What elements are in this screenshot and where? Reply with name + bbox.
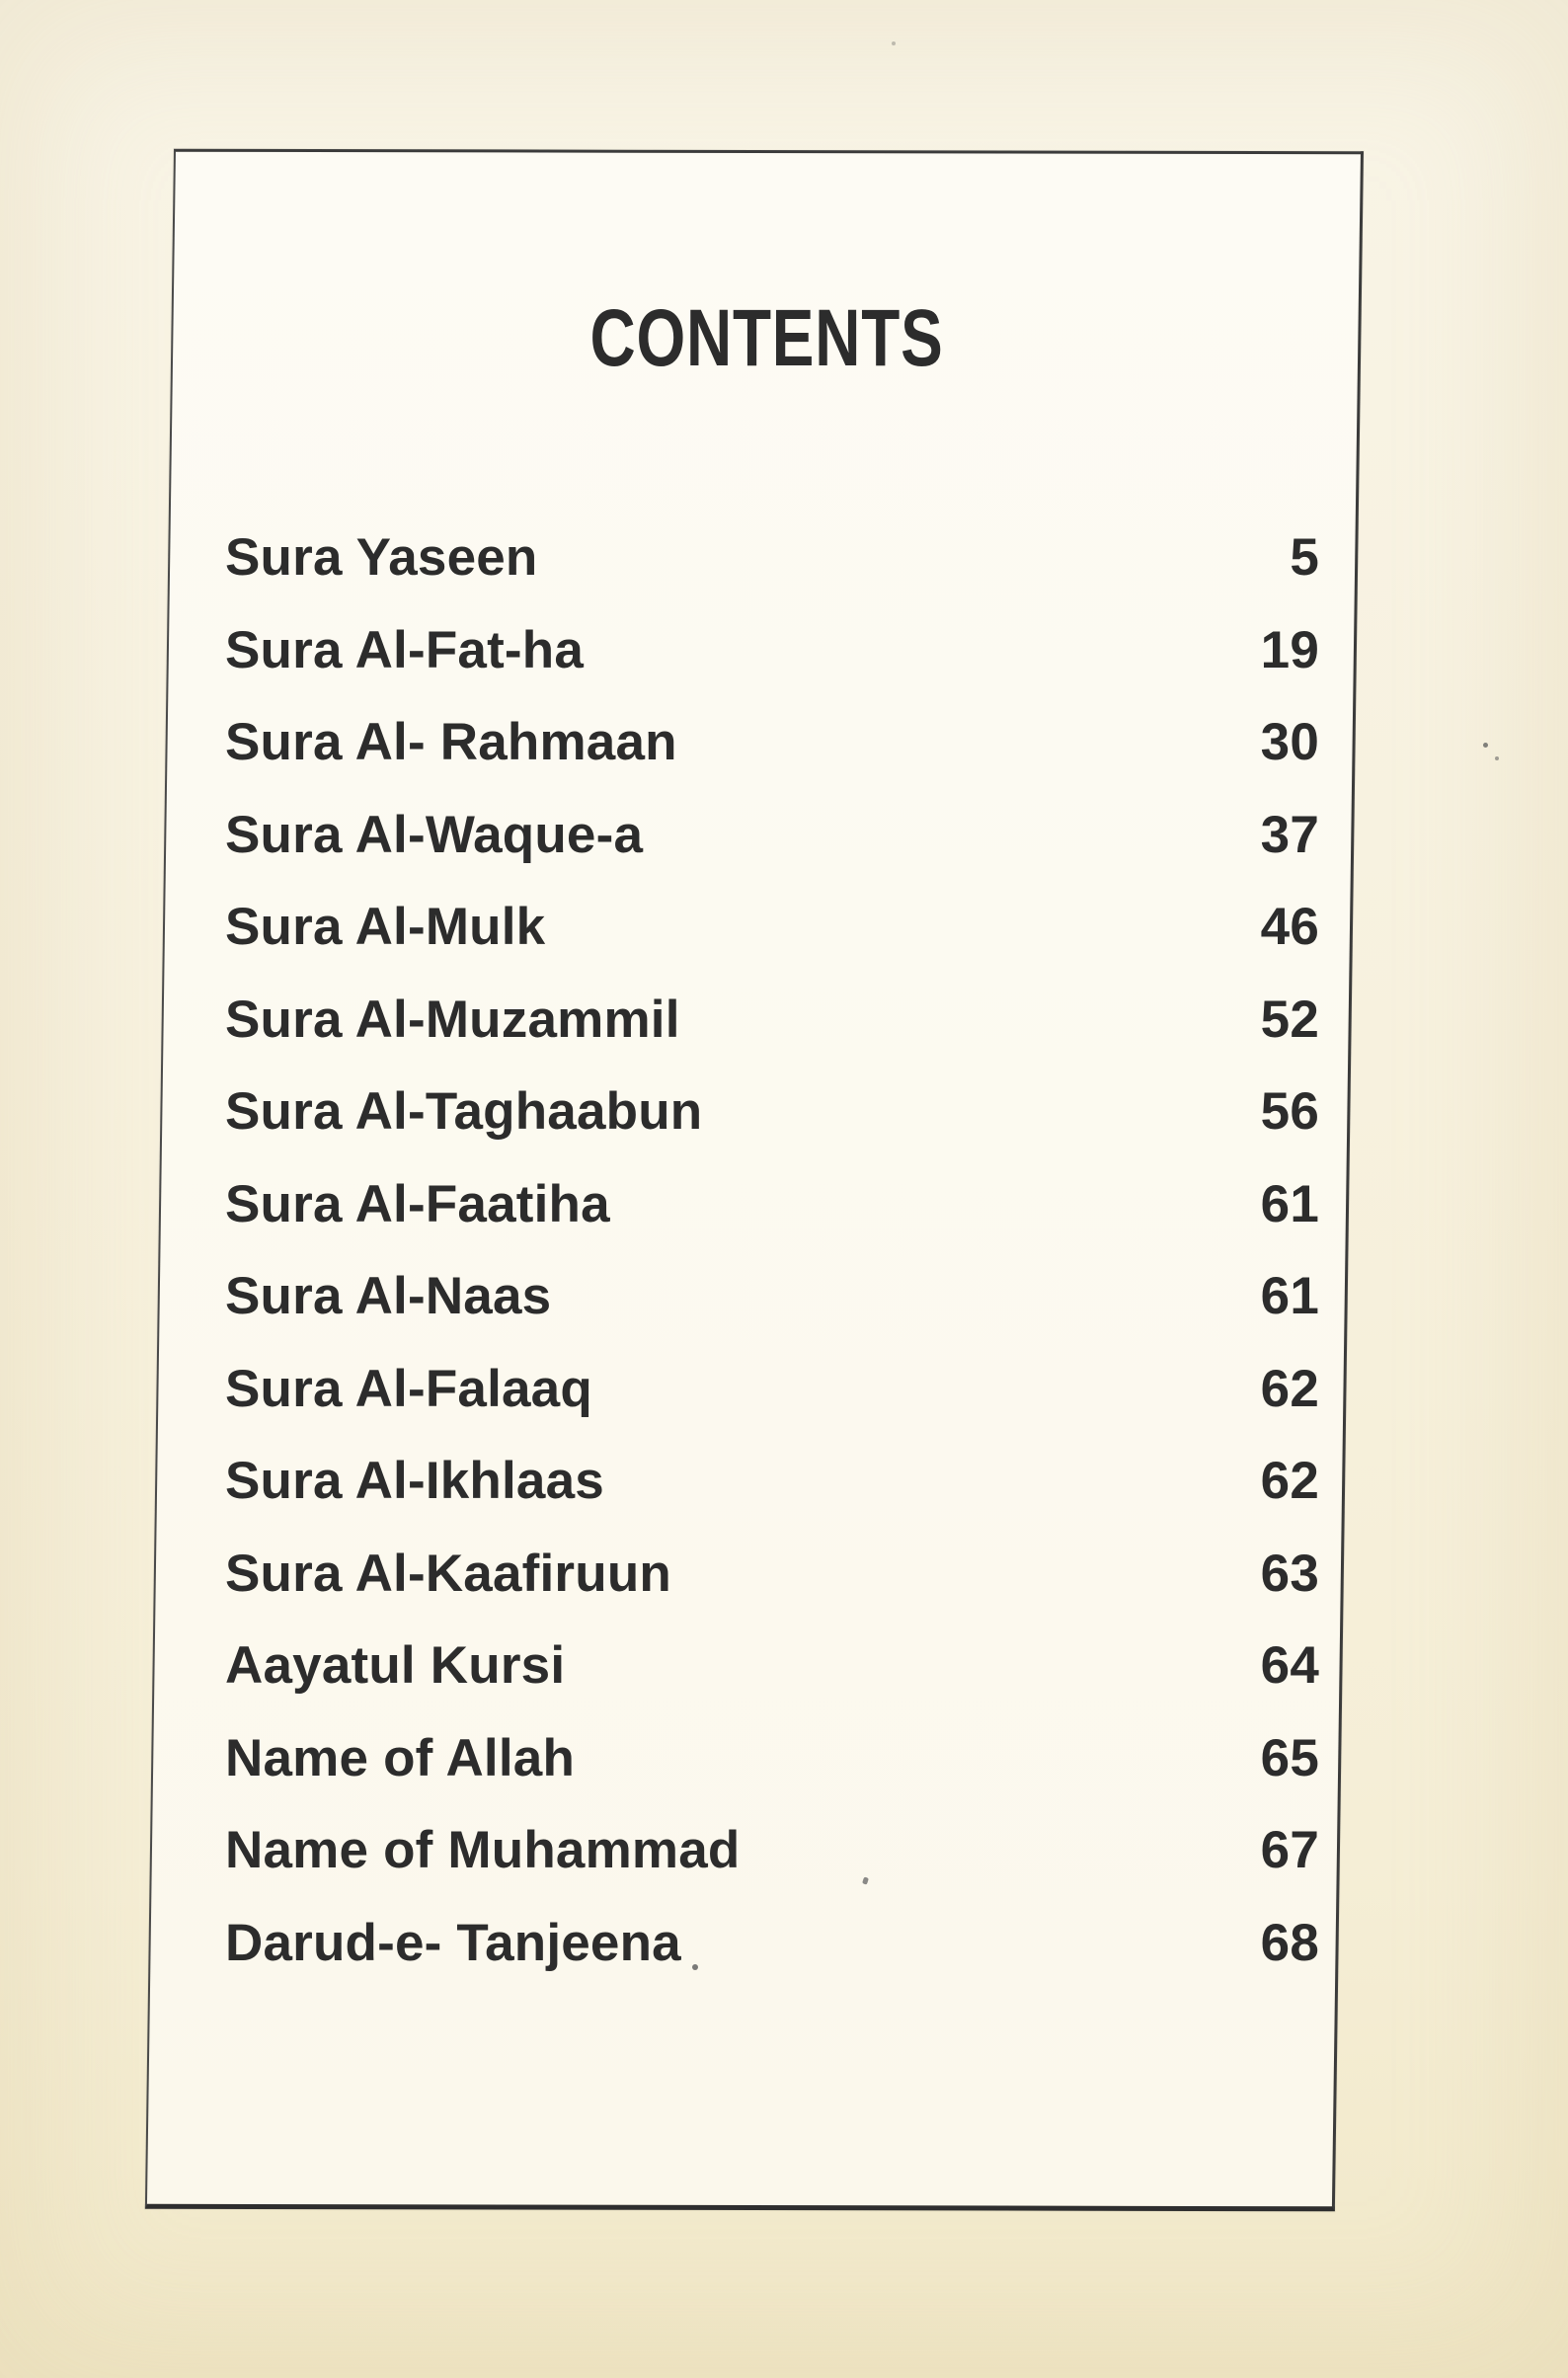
scan-speckle	[692, 1964, 698, 1970]
toc-list	[225, 512, 1319, 1989]
toc-row	[225, 881, 1319, 974]
toc-row	[225, 1620, 1319, 1712]
toc-row	[225, 1897, 1319, 1990]
toc-row	[225, 1066, 1319, 1158]
toc-entry-label: Sura Al-Ikhlaas	[225, 1452, 604, 1511]
toc-entry-page-number: 67	[1260, 1821, 1319, 1880]
scan-speckle	[1495, 756, 1499, 760]
toc-row	[225, 512, 1319, 604]
toc-row	[225, 1804, 1319, 1897]
toc-entry-label: Name of Muhammad	[225, 1821, 741, 1880]
toc-entry-label: Sura Al-Mulk	[225, 898, 546, 957]
toc-row	[225, 974, 1319, 1067]
toc-entry-page-number: 61	[1260, 1174, 1319, 1233]
toc-row	[225, 1158, 1319, 1251]
scan-speckle	[892, 41, 896, 45]
toc-entry-page-number: 30	[1260, 713, 1319, 772]
toc-entry-page-number: 65	[1260, 1728, 1319, 1787]
toc-entry-label: Sura Yaseen	[225, 528, 538, 588]
toc-entry-page-number: 61	[1260, 1267, 1319, 1326]
toc-entry-page-number: 5	[1290, 528, 1319, 588]
toc-entry-page-number: 19	[1260, 620, 1319, 679]
toc-entry-label: Sura Al- Rahmaan	[225, 713, 677, 772]
toc-row	[225, 1343, 1319, 1436]
toc-entry-label: Sura Al-Muzammil	[225, 990, 680, 1049]
toc-row	[225, 789, 1319, 882]
toc-entry-page-number: 52	[1260, 990, 1319, 1049]
toc-entry-page-number: 46	[1260, 898, 1319, 957]
toc-entry-label: Sura Al-Fat-ha	[225, 620, 585, 679]
toc-entry-page-number: 62	[1260, 1452, 1319, 1511]
toc-row	[225, 1250, 1319, 1343]
toc-entry-label: Sura Al-Kaafiruun	[225, 1544, 671, 1603]
toc-entry-page-number: 68	[1260, 1913, 1319, 1972]
toc-entry-label: Sura Al-Falaaq	[225, 1359, 592, 1418]
contents-title-text: CONTENTS	[588, 293, 944, 383]
toc-entry-label: Aayatul Kursi	[225, 1636, 566, 1696]
toc-row	[225, 1528, 1319, 1621]
toc-entry-page-number: 62	[1260, 1359, 1319, 1418]
toc-entry-label: Name of Allah	[225, 1728, 576, 1787]
toc-row	[225, 604, 1319, 697]
scan-speckle	[1483, 743, 1488, 748]
toc-entry-page-number: 64	[1260, 1636, 1319, 1696]
toc-entry-label: Darud-e- Tanjeena	[225, 1913, 681, 1972]
toc-entry-label: Sura Al-Taghaabun	[225, 1082, 703, 1142]
toc-entry-label: Sura Al-Naas	[225, 1267, 552, 1326]
toc-entry-label: Sura Al-Faatiha	[225, 1174, 610, 1233]
toc-row	[225, 1435, 1319, 1528]
toc-entry-page-number: 63	[1260, 1544, 1319, 1603]
toc-entry-label: Sura Al-Waque-a	[225, 805, 644, 864]
contents-title	[174, 293, 1359, 383]
toc-row	[225, 1712, 1319, 1805]
toc-row	[225, 696, 1319, 789]
toc-entry-page-number: 37	[1260, 805, 1319, 864]
toc-entry-page-number: 56	[1260, 1082, 1319, 1142]
